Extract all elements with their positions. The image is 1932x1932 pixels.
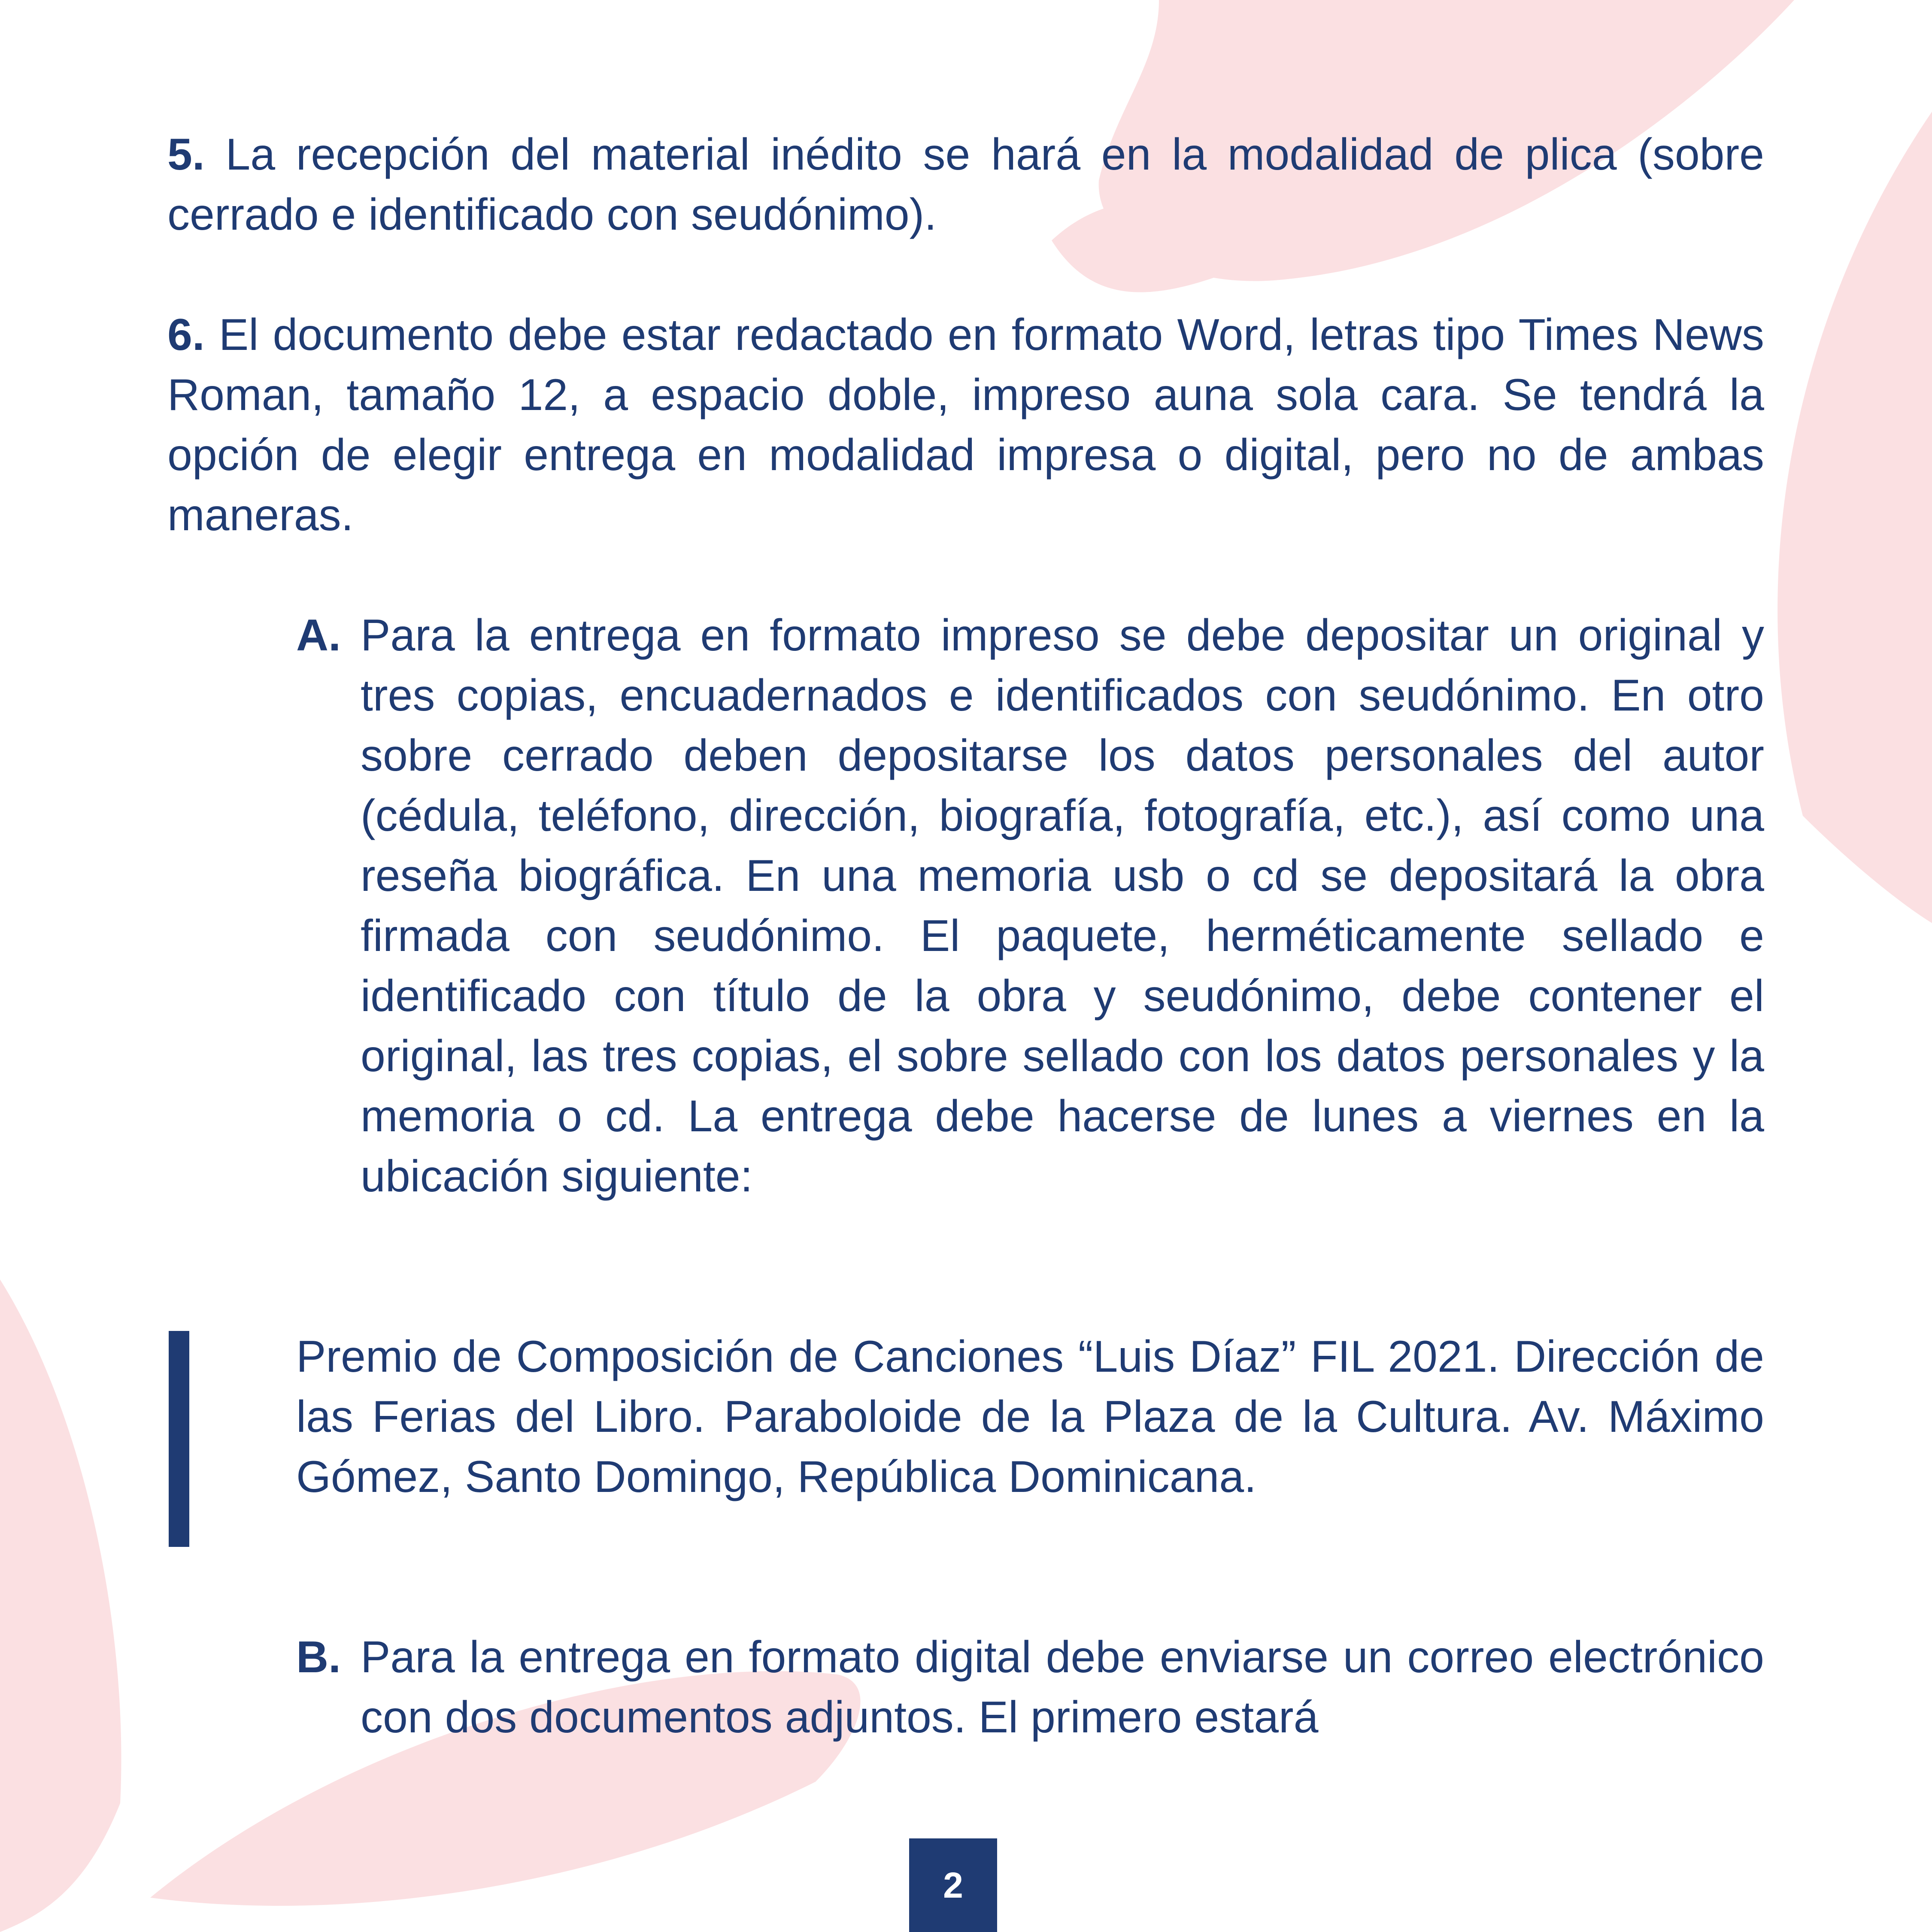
- item-number-6: 6.: [167, 310, 205, 360]
- subitem-a: [296, 605, 1764, 1206]
- paragraph-item-6: [167, 305, 1764, 545]
- page-number: 2: [943, 1865, 963, 1905]
- item-6-text: El documento debe estar redactado en formato Word, letras tipo Times News Roman, tamaño 12, a espacio doble, impreso auna sola cara. Se tendrá la opción de elegir entrega en modalidad impresa o digital, pero no de ambas maneras.: [167, 310, 1764, 540]
- address-accent-bar: [169, 1331, 189, 1547]
- item-number-5: 5.: [167, 130, 205, 179]
- subitem-b-letter: B.: [296, 1632, 341, 1682]
- subitem-b-text: Para la entrega en formato digital debe enviarse un correo electrónico con dos documentos adjuntos. El primero estará: [361, 1632, 1764, 1742]
- subitem-b: [296, 1627, 1764, 1747]
- page-number-badge: [909, 1838, 997, 1932]
- subitem-a-letter: A.: [296, 611, 341, 660]
- item-5-text: La recepción del material inédito se hará en la modalidad de plica (sobre cerrado e identificado con seudónimo).: [167, 130, 1764, 240]
- delivery-address: Premio de Composición de Canciones “Luis Díaz” FIL 2021. Dirección de las Ferias del Libro. Paraboloide de la Plaza de la Cultura. Av. Máximo Gómez, Santo Domingo, República Dominicana.: [296, 1332, 1764, 1502]
- subitem-a-text: Para la entrega en formato impreso se debe depositar un original y tres copias, encuadernados e identificados con seudónimo. En otro sobre cerrado deben depositarse los datos personales del autor (cédula, teléfono, dirección, biografía, fotografía, etc.), así como una reseña biográfica. En una memoria usb o cd se depositará la obra firmada con seudónimo. El paquete, herméticamente sellado e identificado con título de la obra y seudónimo, debe contener el original, las tres copias, el sobre sellado con los datos personales y la memoria o cd. La entrega debe hacerse de lunes a viernes en la ubicación siguiente:: [361, 611, 1764, 1201]
- paragraph-item-5: [167, 125, 1764, 245]
